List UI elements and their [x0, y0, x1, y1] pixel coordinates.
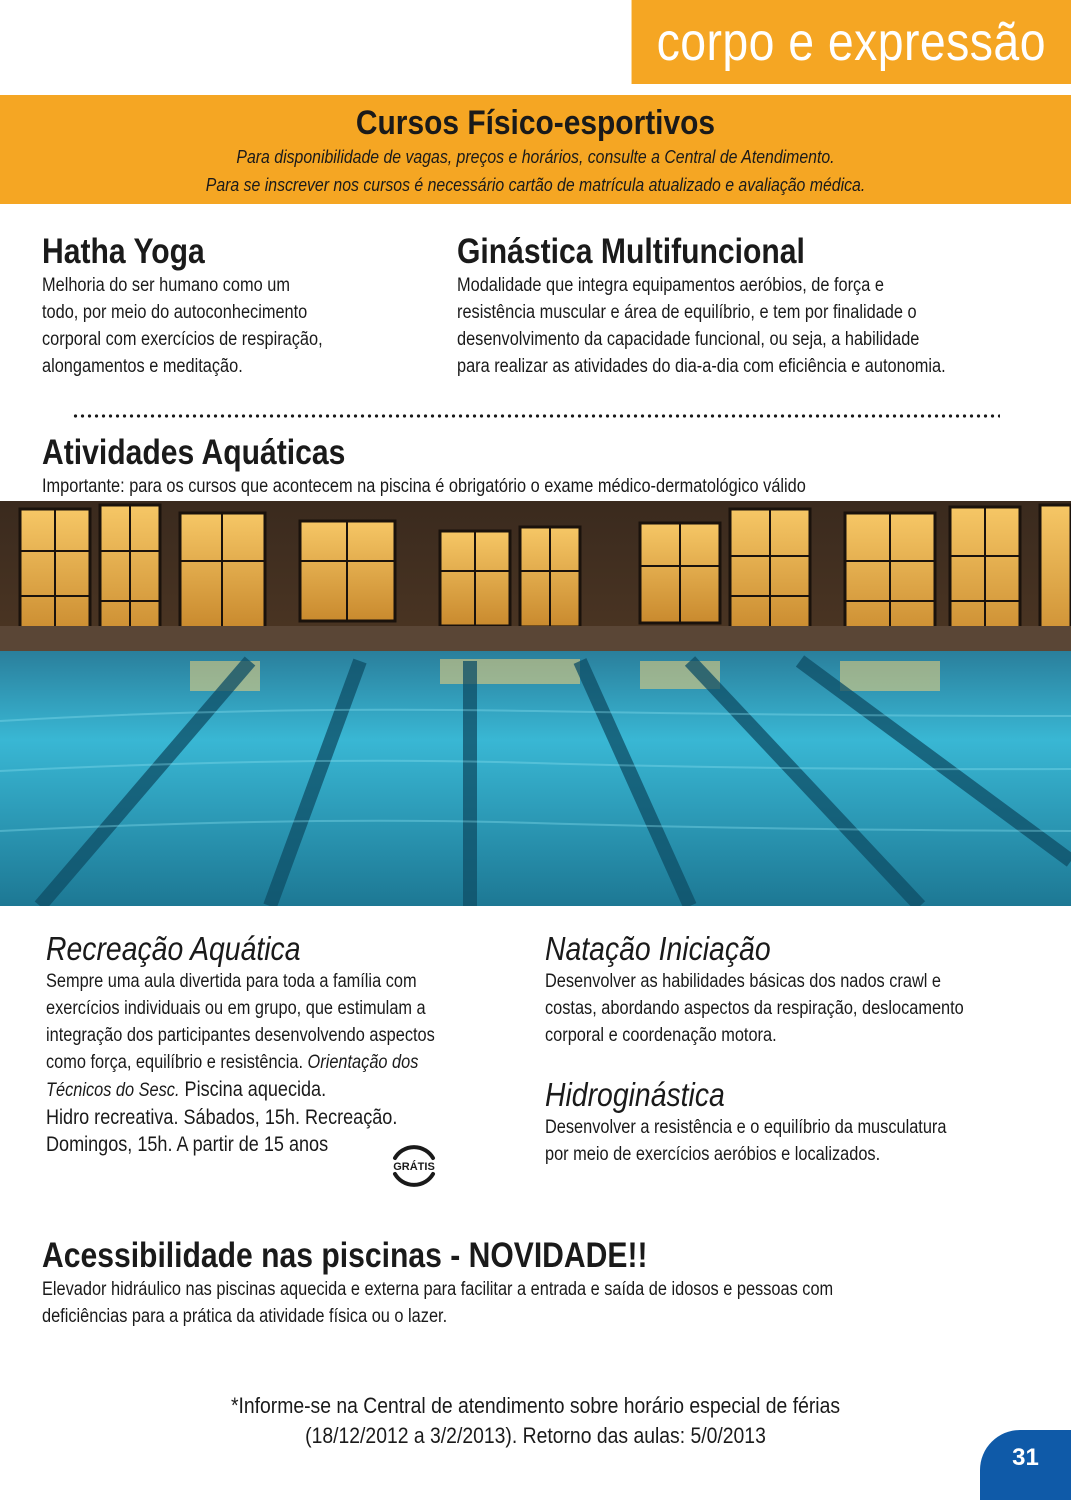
aquaticas-note: Importante: para os cursos que acontecem na piscina é obrigatório o exame médico-dermatológico válido [42, 476, 806, 497]
footer-note: *Informe-se na Central de atendimento sobre horário especial de férias (18/12/2012 a 3/2/2013). Retorno das aulas: 5/0/2013 [230, 1393, 841, 1448]
hatha-yoga-section [42, 232, 442, 380]
ginastica-description: Modalidade que integra equipamentos aeróbios, de força e resistência muscular e área de equilíbrio, e tem por finalidade o desenvolvimento da capacidade funcional, ou seja, a habilidade para realizar as atividades do dia-a-dia com eficiência e autonomia. [457, 275, 946, 377]
natacao-description: Desenvolver as habilidades básicas dos nados crawl e costas, abordando aspectos da respiração, deslocamento corporal e coordenação motora. [545, 971, 964, 1046]
hidroginastica-title: Hidroginástica [545, 1076, 725, 1113]
acessibilidade-title: Acessibilidade nas piscinas - NOVIDADE!! [42, 1236, 648, 1275]
aquaticas-header [42, 433, 1042, 501]
acessibilidade-section [42, 1236, 1042, 1330]
hatha-yoga-description: Melhoria do ser humano como um todo, por meio do autoconhecimento corporal com exercícios de respiração, alongamentos e meditação. [42, 275, 323, 377]
free-badge [385, 1136, 443, 1194]
natacao-section [545, 930, 1045, 1049]
hidroginastica-section [545, 1076, 1045, 1168]
courses-banner [0, 95, 1071, 204]
hidroginastica-description: Desenvolver a resistência e o equilíbrio da musculatura por meio de exercícios aeróbios e localizados. [545, 1117, 947, 1165]
ginastica-section [457, 232, 1057, 380]
banner-line-1: Para disponibilidade de vagas, preços e horários, consulte a Central de Atendimento. [236, 147, 835, 167]
aquaticas-title: Atividades Aquáticas [42, 433, 346, 472]
recreacao-title: Recreação Aquática [46, 930, 301, 967]
acessibilidade-description: Elevador hidráulico nas piscinas aquecida e externa para facilitar a entrada e saída de idosos e pessoas com deficiências para a prática da atividade física ou o lazer. [42, 1279, 834, 1327]
recreacao-description: Sempre uma aula divertida para toda a família com exercícios individuais ou em grupo, que estimulam a integração dos participantes desenvolvendo aspectos como força, equilíbrio e resistência. Orientação dos Técnicos do Sesc. Piscina aquecida. Hidro recreativa. Sábados, 15h. Recreação. Domingos, 15h. A partir de 15 anos [46, 971, 435, 1156]
ginastica-title: Ginástica Multifuncional [457, 232, 805, 271]
banner-line-2: Para se inscrever nos cursos é necessário cartão de matrícula atualizado e avaliação médica. [205, 175, 866, 195]
banner-title: Cursos Físico-esportivos [355, 104, 716, 142]
free-badge-label: GRÁTIS [393, 1161, 435, 1173]
pool-photo [0, 501, 1071, 906]
natacao-title: Natação Iniciação [545, 930, 771, 967]
page-number: 31 [980, 1430, 1071, 1500]
section-tab: corpo e expressão [632, 0, 1071, 84]
dotted-divider [72, 413, 1000, 419]
recreacao-section [46, 930, 546, 1158]
hatha-yoga-title: Hatha Yoga [42, 232, 205, 271]
